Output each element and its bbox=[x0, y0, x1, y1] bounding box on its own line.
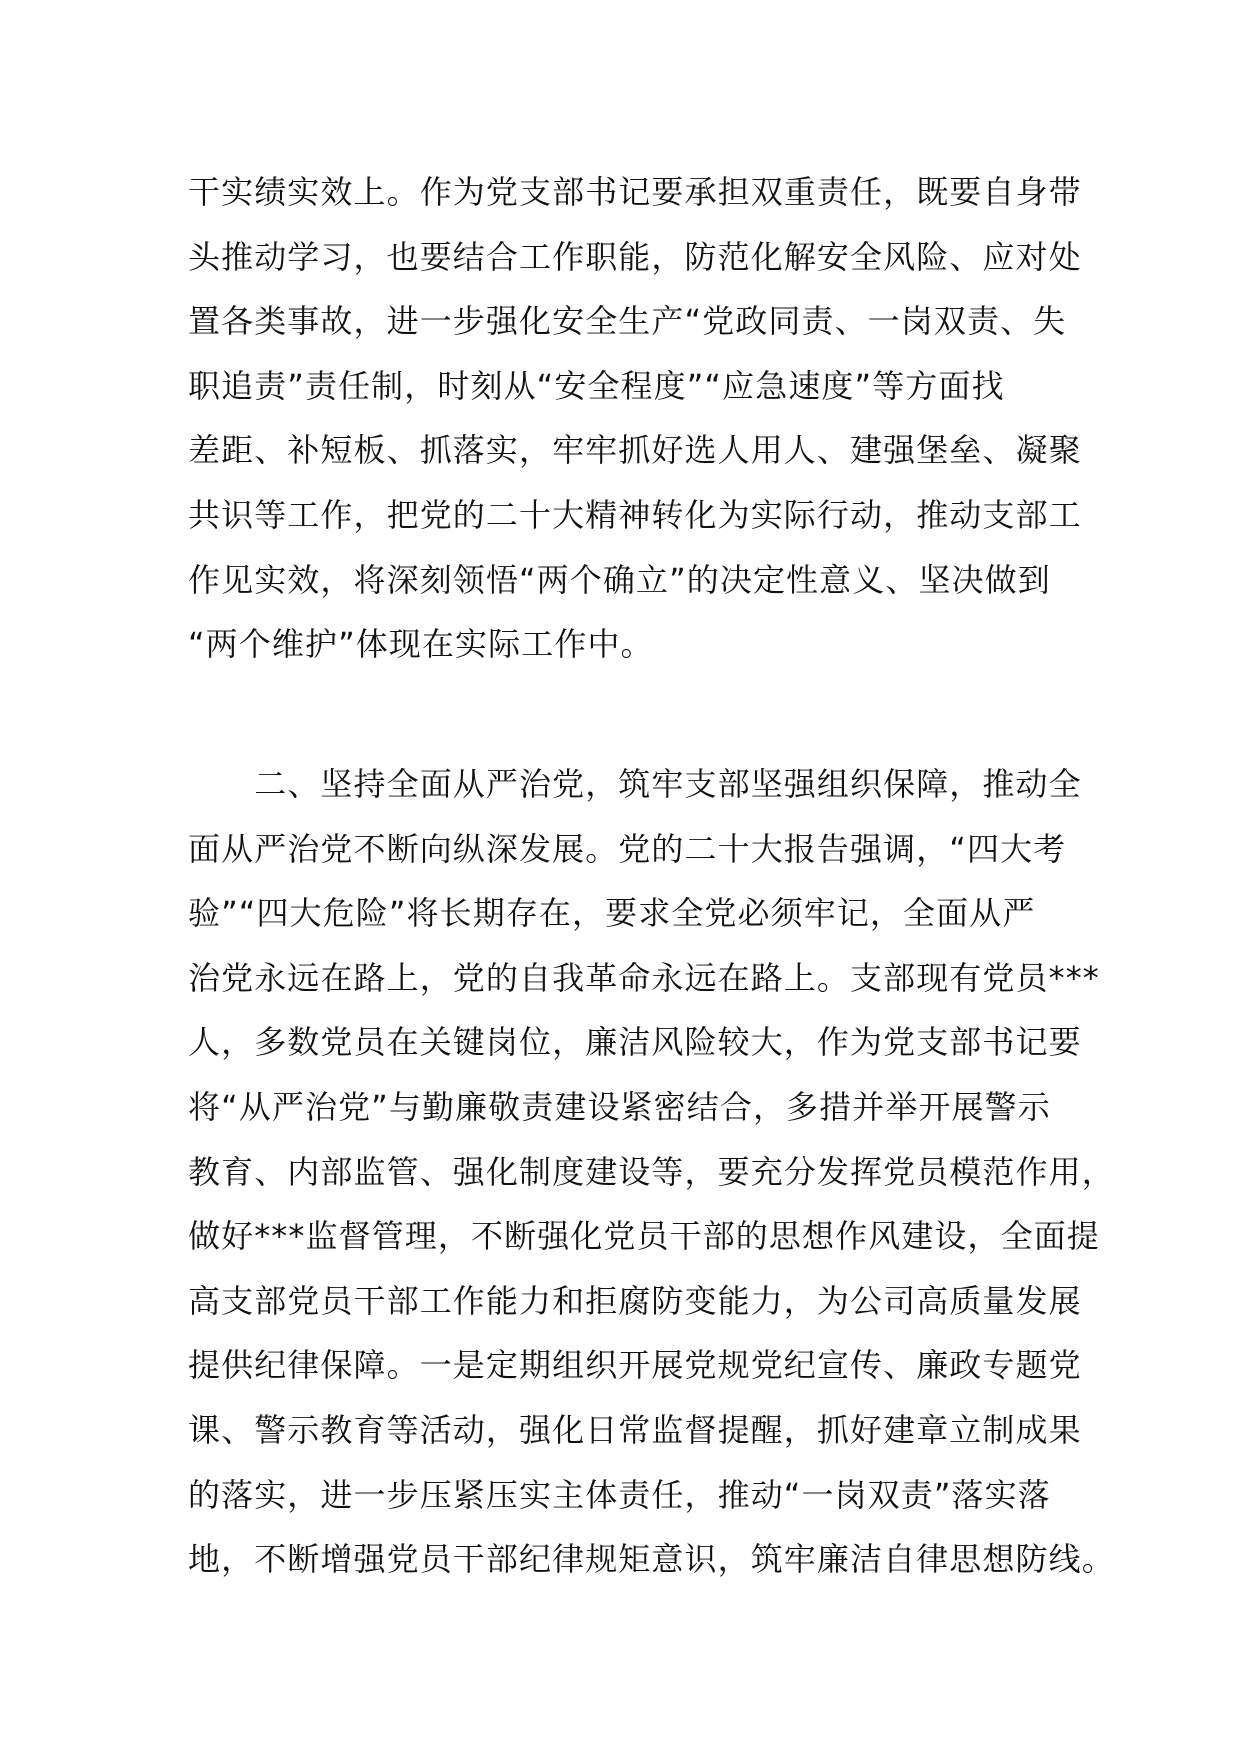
text-line: 头推动学习，也要结合工作职能，防范化解安全风险、应对处 bbox=[188, 237, 1082, 276]
text-line: 人，多数党员在关键岗位，廉洁风险较大，作为党支部书记要 bbox=[188, 1023, 1082, 1062]
text-line: 高支部党员干部工作能力和拒腐防变能力，为公司高质量发展 bbox=[188, 1281, 1082, 1320]
text-line: 的落实，进一步压紧压实主体责任，推动“一岗双责”落实落 bbox=[188, 1475, 1051, 1514]
text-line: 验”“四大危险”将长期存在，要求全党必须牢记，全面从严 bbox=[188, 894, 1036, 933]
text-line: 共识等工作，把党的二十大精神转化为实际行动，推动支部工 bbox=[188, 495, 1082, 534]
text-line: 将“从严治党”与勤廉敬责建设紧密结合，多措并举开展警示 bbox=[188, 1087, 1051, 1126]
paragraph-section-two bbox=[188, 752, 1115, 1592]
text-line: 面从严治党不断向纵深发展。党的二十大报告强调，“四大考 bbox=[188, 829, 1067, 868]
text-line: 置各类事故，进一步强化安全生产“党政同责、一岗双责、失 bbox=[188, 302, 1067, 341]
text-line: 职追责”责任制，时刻从“安全程度”“应急速度”等方面找 bbox=[188, 366, 1005, 405]
text-line: 提供纪律保障。一是定期组织开展党规党纪宣传、廉政专题党 bbox=[188, 1346, 1082, 1385]
text-line: 课、警示教育等活动，强化日常监督提醒，抓好建章立制成果 bbox=[188, 1410, 1082, 1449]
text-line: 二、坚持全面从严治党，筑牢支部坚强组织保障，推动全 bbox=[188, 765, 1082, 803]
text-line: “两个维护”体现在实际工作中。 bbox=[188, 625, 654, 664]
text-line: 教育、内部监管、强化制度建设等，要充分发挥党员模范作用， bbox=[188, 1152, 1115, 1191]
paragraph-continuation bbox=[188, 160, 1082, 677]
text-line: 治党永远在路上，党的自我革命永远在路上。支部现有党员*** bbox=[188, 958, 1100, 997]
text-line: 差距、补短板、抓落实，牢牢抓好选人用人、建强堡垒、凝聚 bbox=[188, 431, 1082, 470]
text-line: 地，不断增强党员干部纪律规矩意识，筑牢廉洁自律思想防线。 bbox=[188, 1540, 1115, 1579]
text-line: 干实绩实效上。作为党支部书记要承担双重责任，既要自身带 bbox=[188, 173, 1082, 211]
text-line: 做好***监督管理，不断强化党员干部的思想作风建设，全面提 bbox=[188, 1217, 1100, 1256]
text-line: 作见实效，将深刻领悟“两个确立”的决定性意义、坚决做到 bbox=[188, 560, 1051, 599]
